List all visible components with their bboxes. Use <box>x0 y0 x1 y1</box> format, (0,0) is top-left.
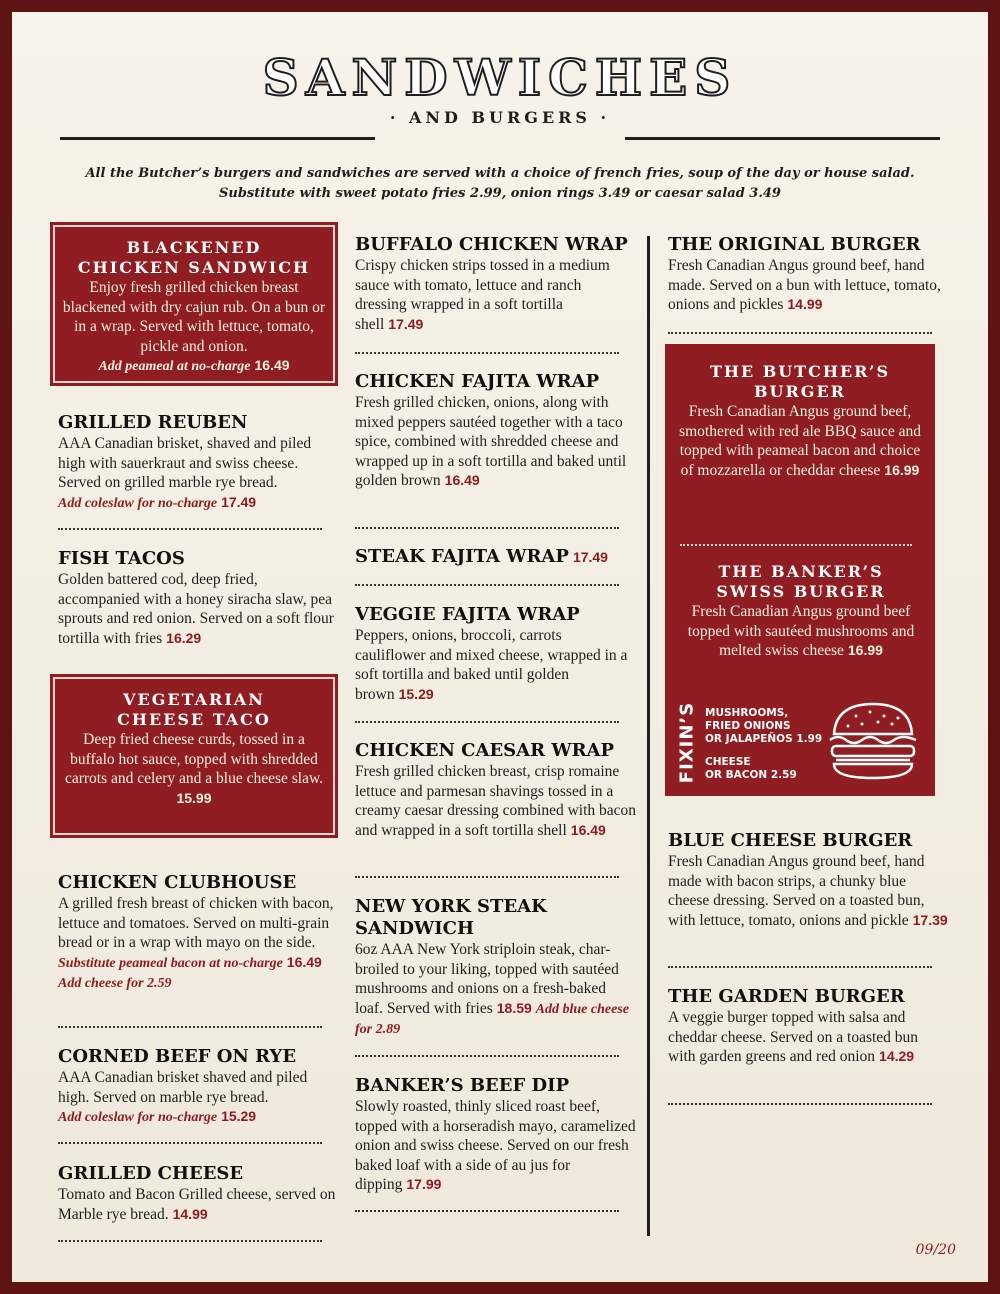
item-price: 17.99 <box>406 1176 442 1193</box>
item-description-text: AAA Canadian brisket, shaved and piled high with sauerkraut and swiss cheese. Served on grilled marble rye bread. <box>58 435 312 492</box>
item-price: 16.99 <box>847 642 883 659</box>
divider <box>668 966 932 968</box>
item-name: THE GARDEN BURGER <box>668 986 905 1007</box>
corned-beef-item <box>58 1046 338 1128</box>
item-description-text: Fresh Canadian Angus ground beef, hand made. Served on a bun with lettuce, tomato, onions and pickles <box>668 257 941 314</box>
item-price: 16.49 <box>286 953 322 970</box>
item-price: 15.29 <box>221 1108 257 1125</box>
blue-cheese-burger-item <box>668 830 948 930</box>
fixins-option-toppings <box>705 707 822 746</box>
item-name: CHICKEN CLUBHOUSE <box>58 872 297 893</box>
chicken-fajita-wrap-item <box>355 371 635 491</box>
item-name: GRILLED REUBEN <box>58 412 248 433</box>
item-name: BUFFALO CHICKEN WRAP <box>355 234 628 255</box>
item-description-text: Fresh Canadian Angus ground beef, smothered with red ale BBQ sauce and topped with peameal bacon and choice of mozzarella or cheddar cheese <box>679 403 921 479</box>
item-price: 17.49 <box>221 493 257 510</box>
item-note: Add peameal at no-charge <box>98 359 251 375</box>
item-description <box>355 256 633 334</box>
item-name: CHICKEN CAESAR WRAP <box>355 740 615 761</box>
item-name: FISH TACOS <box>58 548 185 569</box>
item-price: 18.59 <box>496 999 532 1016</box>
item-price: 16.49 <box>254 357 290 374</box>
fixin-line: OR BACON 2.59 <box>705 769 797 781</box>
item-name: STEAK FAJITA WRAP <box>355 546 569 567</box>
menu-title: SANDWICHES <box>262 48 738 107</box>
item-price: 16.99 <box>884 461 920 478</box>
item-description <box>668 256 946 315</box>
divider <box>58 528 322 530</box>
item-name: THE BANKER’S <box>718 562 884 581</box>
item-description-text: A veggie burger topped with salsa and cheddar cheese. Served on a toasted bun with garden greens and red onion <box>668 1009 919 1066</box>
item-name: GRILLED CHEESE <box>58 1163 244 1184</box>
intro-line-1: All the Butcher’s burgers and sandwiches are served with a choice of french fries, soup of the day or house salad. <box>85 166 915 181</box>
item-price: 17.49 <box>388 315 424 332</box>
menu-subtitle <box>0 108 1000 127</box>
divider <box>355 1055 619 1057</box>
fixin-line: OR JALAPEÑOS 1.99 <box>705 733 823 745</box>
steak-fajita-wrap-item <box>355 546 635 568</box>
item-name: VEGGIE FAJITA WRAP <box>355 604 580 625</box>
item-description-text: Enjoy fresh grilled chicken breast blackened with dry cajun rub. On a bun or in a wrap. Served with lettuce, tomato, pickle and onion. <box>62 279 326 355</box>
item-name: VEGETARIAN <box>123 690 265 709</box>
divider <box>668 1103 932 1105</box>
item-description-text: Fresh grilled chicken, onions, along with mixed peppers sautéed together with a taco spice, combined with shredded cheese and wrapped up in a soft tortilla and baked until golden brown <box>355 394 627 490</box>
item-description <box>355 1097 637 1195</box>
item-description-text: AAA Canadian brisket shaved and piled high. Served on marble rye bread. <box>58 1069 308 1106</box>
item-description-text: Peppers, onions, broccoli, carrots cauliflower and mixed cheese, wrapped in a soft tortilla and baked until golden brown <box>355 627 628 703</box>
item-description <box>355 393 635 491</box>
item-description <box>58 434 336 513</box>
chicken-clubhouse-item <box>58 872 338 994</box>
item-price: 15.29 <box>398 685 434 702</box>
item-description-text: 6oz AAA New York striploin steak, char-broiled to your liking, topped with sautéed mushrooms and onions on a fresh-baked loaf. Served with fries <box>355 941 619 1017</box>
fish-tacos-item <box>58 548 338 648</box>
subtitle-text: AND BURGERS <box>409 108 591 127</box>
item-description <box>668 852 948 930</box>
bankers-beef-dip-item <box>355 1075 637 1195</box>
item-description-text: Deep fried cheese curds, tossed in a buffalo hot sauce, topped with shredded carrots and celery and a blue cheese slaw. <box>64 731 324 788</box>
divider <box>58 1240 322 1242</box>
item-description <box>58 1185 338 1224</box>
divider <box>58 1026 322 1028</box>
item-description <box>677 402 923 480</box>
column-divider <box>647 236 650 1236</box>
item-name: THE ORIGINAL BURGER <box>668 234 921 255</box>
item-name: BLACKENED <box>126 238 262 257</box>
item-name: CHICKEN FAJITA WRAP <box>355 371 600 392</box>
item-description <box>62 278 326 377</box>
item-name: BLUE CHEESE BURGER <box>668 830 913 851</box>
item-description <box>668 1008 948 1067</box>
veggie-fajita-wrap-item <box>355 604 635 704</box>
item-description <box>58 570 338 648</box>
item-name: BURGER <box>754 382 846 401</box>
divider <box>668 332 932 334</box>
chicken-caesar-wrap-item <box>355 740 637 840</box>
item-description <box>680 602 922 661</box>
divider <box>355 1210 619 1212</box>
item-price: 14.99 <box>172 1205 208 1222</box>
item-description <box>58 1068 338 1128</box>
fixins-option-cheese-bacon <box>705 756 797 782</box>
item-note: Add blue cheese for 2.89 <box>355 1001 629 1038</box>
item-price: 16.49 <box>444 472 480 489</box>
title-rule-right <box>625 137 940 140</box>
title-rule-left <box>60 137 375 140</box>
fixin-line: CHEESE <box>705 756 751 768</box>
item-description <box>355 626 635 704</box>
buffalo-chicken-wrap-item <box>355 234 633 334</box>
fixins-label <box>672 700 702 790</box>
subtitle-dot-right: · <box>590 108 611 127</box>
item-description-text: Crispy chicken strips tossed in a medium sauce with tomato, lettuce and ranch dressing wrapped in a soft tortilla shell <box>355 257 610 333</box>
original-burger-item <box>668 234 946 315</box>
fixin-line: MUSHROOMS, <box>705 707 789 719</box>
item-name: CHEESE TACO <box>117 710 271 729</box>
item-name: BANKER’S BEEF DIP <box>355 1075 570 1096</box>
item-note: Add coleslaw for no-charge <box>58 495 218 511</box>
item-description <box>62 730 326 808</box>
item-description-text: Golden battered cod, deep fried, accompanied with a honey siracha slaw, pea sprouts and red onion. Served on a soft flour tortilla with fries <box>58 571 334 647</box>
item-name: CHICKEN SANDWICH <box>77 258 311 277</box>
ny-steak-sandwich-item <box>355 896 635 1040</box>
item-price: 14.99 <box>787 296 823 313</box>
intro-text <box>60 164 940 204</box>
menu-date: 09/20 <box>915 1242 956 1258</box>
butchers-burger-item <box>665 344 935 480</box>
item-name: NEW YORK STEAK <box>355 896 547 917</box>
fixin-line: FRIED ONIONS <box>705 720 791 732</box>
item-price: 16.49 <box>570 821 606 838</box>
item-note: Add coleslaw for no-charge <box>58 1110 218 1126</box>
item-note: Substitute peameal bacon at no-charge <box>58 955 283 971</box>
grilled-cheese-item <box>58 1163 338 1224</box>
intro-line-2: Substitute with sweet potato fries 2.99, onion rings 3.49 or caesar salad 3.49 <box>219 186 781 201</box>
subtitle-dot-left: · <box>389 108 410 127</box>
grilled-reuben-item <box>58 412 336 513</box>
item-description-text: Tomato and Bacon Grilled cheese, served on Marble rye bread. <box>58 1186 336 1223</box>
item-description-text: Slowly roasted, thinly sliced roast beef, topped with a horseradish mayo, caramelized onion and swiss cheese. Served on our fresh baked loaf with a side of au jus for dipping <box>355 1098 636 1194</box>
item-description-text: Fresh grilled chicken breast, crisp romaine lettuce and parmesan shavings tossed in a creamy caesar dressing combined with bacon and wrapped in a soft tortilla shell <box>355 763 637 839</box>
item-description <box>355 940 635 1040</box>
blackened-chicken-card <box>50 222 338 386</box>
item-description <box>58 894 338 994</box>
item-price: 15.99 <box>176 789 212 806</box>
item-description <box>355 762 637 840</box>
divider <box>355 352 619 354</box>
divider <box>680 544 912 546</box>
vegetarian-taco-card <box>50 674 338 838</box>
divider <box>58 1142 322 1144</box>
item-price: 16.29 <box>166 629 202 646</box>
item-name: SWISS BURGER <box>716 582 886 601</box>
item-description-text: Fresh Canadian Angus ground beef, hand made with bacon strips, a chunky blue cheese dressing. Served on a toasted bun, with lettuce, tomato, onions and pickle <box>668 853 925 929</box>
item-description-text: A grilled fresh breast of chicken with bacon, lettuce and tomatoes. Served on multi-grain bread or in a wrap with mayo on the side. <box>58 895 334 952</box>
divider <box>355 527 619 529</box>
item-price: 17.49 <box>572 549 608 565</box>
bankers-swiss-burger-item <box>680 562 922 661</box>
item-price: 17.39 <box>912 911 948 928</box>
item-name: CORNED BEEF ON RYE <box>58 1046 297 1067</box>
burger-icon <box>826 700 920 782</box>
fixins-label-text: FIXIN’S <box>676 701 698 784</box>
divider <box>355 584 619 586</box>
item-description-text: Fresh Canadian Angus ground beef topped with sautéed mushrooms and melted swiss cheese <box>687 603 915 660</box>
item-name: SANDWICH <box>355 918 474 939</box>
divider <box>355 876 619 878</box>
garden-burger-item <box>668 986 948 1067</box>
item-note-2: Add cheese for 2.59 <box>58 976 172 992</box>
item-price: 14.29 <box>879 1048 915 1065</box>
divider <box>355 721 619 723</box>
item-name: THE BUTCHER’S <box>709 362 891 381</box>
